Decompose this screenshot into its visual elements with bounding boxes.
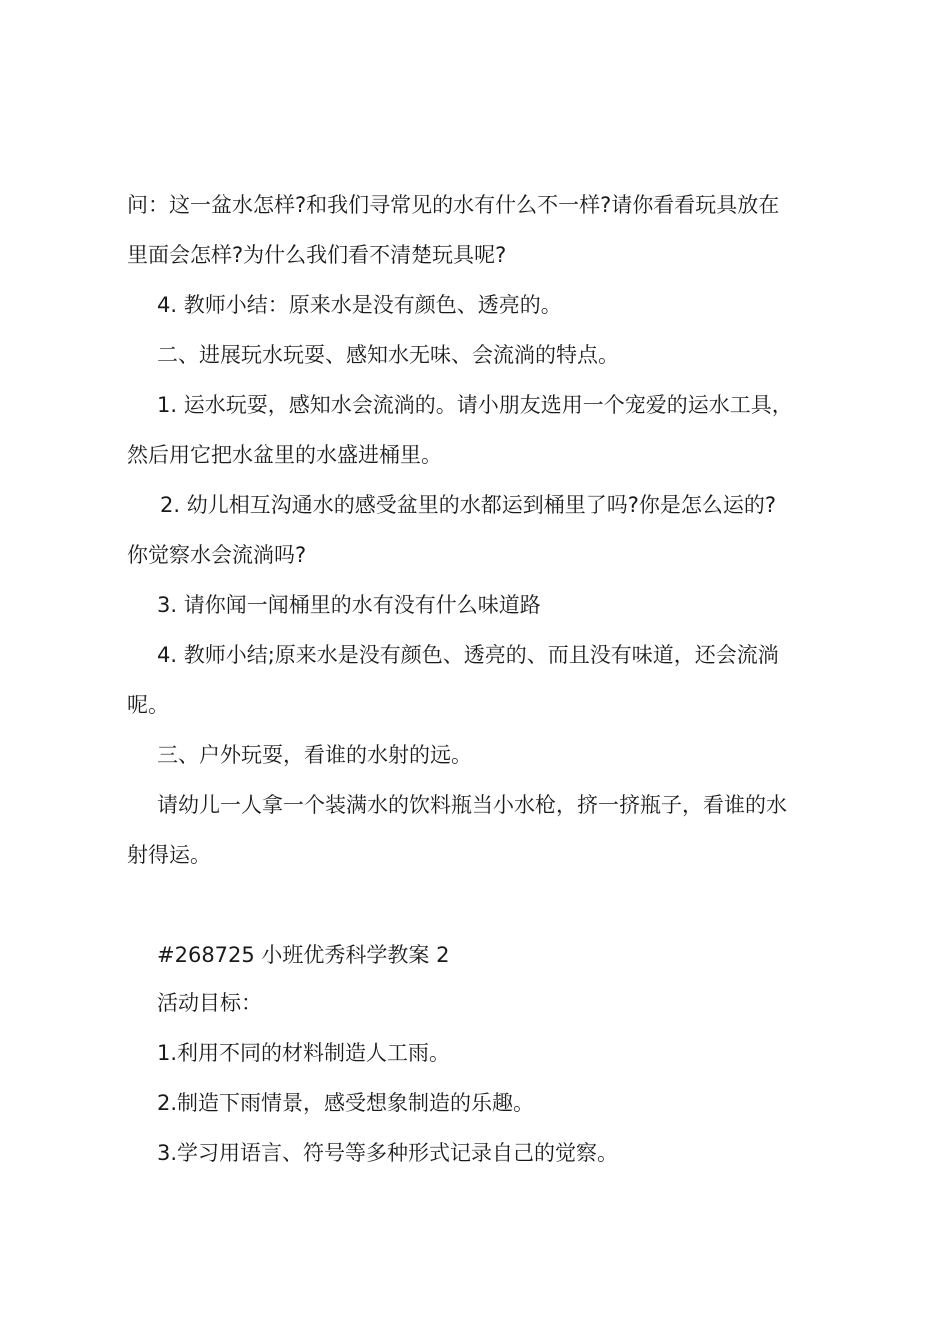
step-1-line-2: 然后用它把水盆里的水盛进桶里。 — [127, 443, 442, 467]
teacher-summary-2-line-1: 4. 教师小结;原来水是没有颜色、透亮的、而且没有味道，还会流淌 — [157, 643, 779, 667]
section-heading-2: 二、进展玩水玩耍、感知水无味、会流淌的特点。 — [157, 343, 619, 367]
teacher-summary-2-line-2: 呢。 — [127, 693, 169, 717]
lesson-plan-title: #268725 小班优秀科学教案 2 — [157, 943, 450, 967]
step-1-line-1: 1. 运水玩耍，感知水会流淌的。请小朋友选用一个宠爱的运水工具， — [157, 393, 793, 417]
objective-item-1: 1.利用不同的材料制造人工雨。 — [157, 1041, 451, 1065]
objectives-heading: 活动目标： — [157, 991, 262, 1015]
objective-item-3: 3.学习用语言、符号等多种形式记录自己的觉察。 — [157, 1141, 619, 1165]
step-2-line-1: 2. 幼儿相互沟通水的感受盆里的水都运到桶里了吗?你是怎么运的? — [160, 493, 777, 517]
outdoor-activity-line-2: 射得运。 — [127, 843, 211, 867]
question-line-1: 问：这一盆水怎样?和我们寻常见的水有什么不一样?请你看看玩具放在 — [127, 193, 780, 217]
step-2-line-2: 你觉察水会流淌吗? — [127, 543, 307, 567]
section-heading-3: 三、户外玩耍，看谁的水射的远。 — [157, 743, 472, 767]
outdoor-activity-line-1: 请幼儿一人拿一个装满水的饮料瓶当小水枪，挤一挤瓶子，看谁的水 — [157, 793, 787, 817]
step-3: 3. 请你闻一闻桶里的水有没有什么味道路 — [157, 593, 541, 617]
objective-item-2: 2.制造下雨情景，感受想象制造的乐趣。 — [157, 1091, 535, 1115]
teacher-summary-1: 4. 教师小结：原来水是没有颜色、透亮的。 — [157, 293, 562, 317]
question-line-2: 里面会怎样?为什么我们看不清楚玩具呢? — [127, 243, 507, 267]
